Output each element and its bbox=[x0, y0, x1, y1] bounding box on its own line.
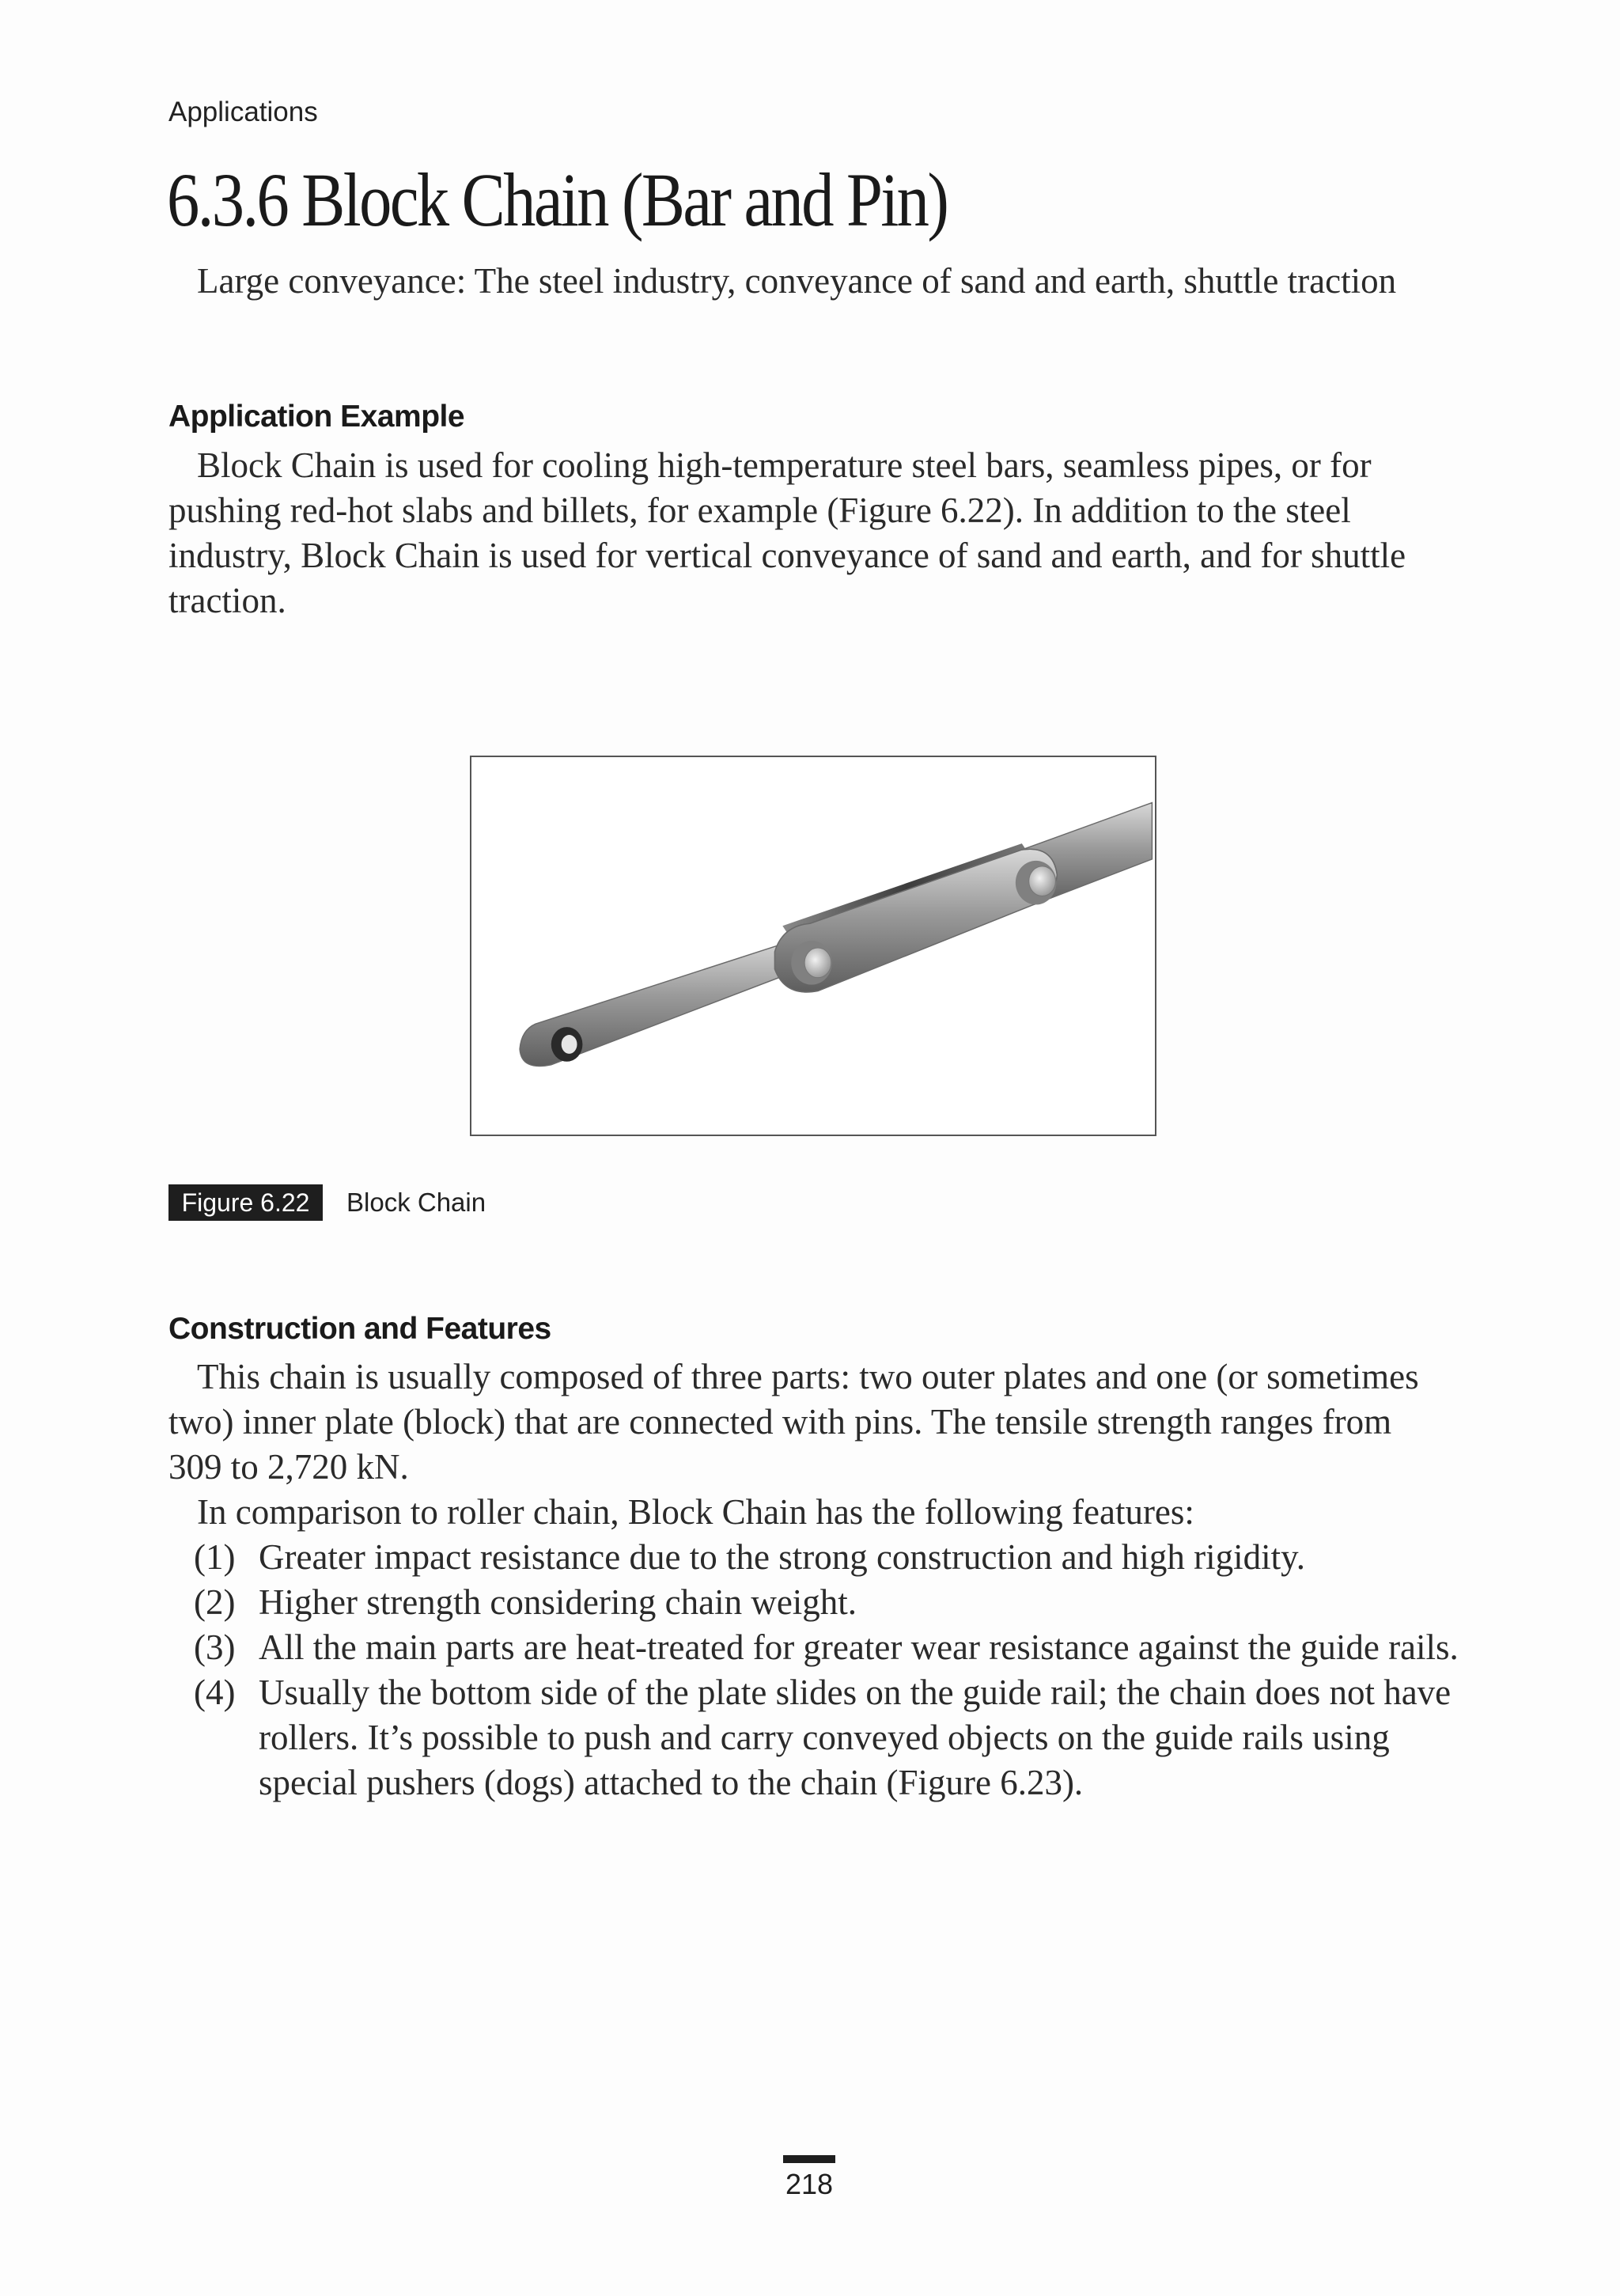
section-intro-text: Large conveyance: The steel industry, conveyance of sand and earth, shuttle traction bbox=[197, 261, 1397, 301]
feature-item-2 bbox=[194, 1580, 1475, 1625]
figure-title: Block Chain bbox=[346, 1188, 486, 1217]
application-text: Block Chain is used for cooling high-temperature steel bars, seamless pipes, or for pushing red-hot slabs and billets, for example (Figure 6.22). In addition to the steel industry, Block Chain is used for vertical conveyance of sand and earth, and for shuttle traction. bbox=[168, 445, 1406, 620]
feature-item-3 bbox=[194, 1625, 1475, 1670]
comparison-line bbox=[168, 1490, 1450, 1535]
block-chain-photo-icon bbox=[471, 757, 1155, 1135]
comparison-text: In comparison to roller chain, Block Chain has the following features: bbox=[197, 1492, 1194, 1532]
feature-number: (3) bbox=[194, 1627, 236, 1667]
figure-image-frame bbox=[470, 756, 1156, 1136]
feature-number: (4) bbox=[194, 1673, 236, 1712]
section-intro bbox=[168, 259, 1450, 304]
construction-heading: Construction and Features bbox=[168, 1312, 551, 1346]
feature-text: Usually the bottom side of the plate slides on the guide rail; the chain does not have rollers. It’s possible to push and carry conveyed objects on the guide rails using special pushers (dogs) attached to the chain (Figure 6.23). bbox=[259, 1673, 1452, 1802]
feature-number: (1) bbox=[194, 1537, 236, 1577]
feature-text: Higher strength considering chain weight. bbox=[259, 1582, 857, 1622]
application-heading: Application Example bbox=[168, 400, 465, 434]
section-title: 6.3.6 Block Chain (Bar and Pin) bbox=[167, 157, 948, 242]
page-number-bar bbox=[783, 2155, 835, 2163]
feature-text: All the main parts are heat-treated for greater wear resistance against the guide rails. bbox=[259, 1627, 1459, 1667]
page-number: 218 bbox=[785, 2168, 834, 2200]
construction-paragraph bbox=[168, 1354, 1450, 1490]
feature-item-1 bbox=[194, 1535, 1475, 1580]
application-paragraph bbox=[168, 443, 1450, 623]
construction-text: This chain is usually composed of three parts: two outer plates and one (or sometimes two) inner plate (block) that are connected with pins. The tensile strength ranges from 309 to 2,720 kN. bbox=[168, 1357, 1419, 1487]
feature-text: Greater impact resistance due to the strong construction and high rigidity. bbox=[259, 1537, 1305, 1577]
feature-number: (2) bbox=[194, 1582, 236, 1622]
figure-label: Figure 6.22 bbox=[168, 1184, 323, 1221]
feature-list bbox=[194, 1535, 1475, 1805]
running-head: Applications bbox=[168, 97, 318, 127]
feature-item-4 bbox=[194, 1670, 1475, 1805]
